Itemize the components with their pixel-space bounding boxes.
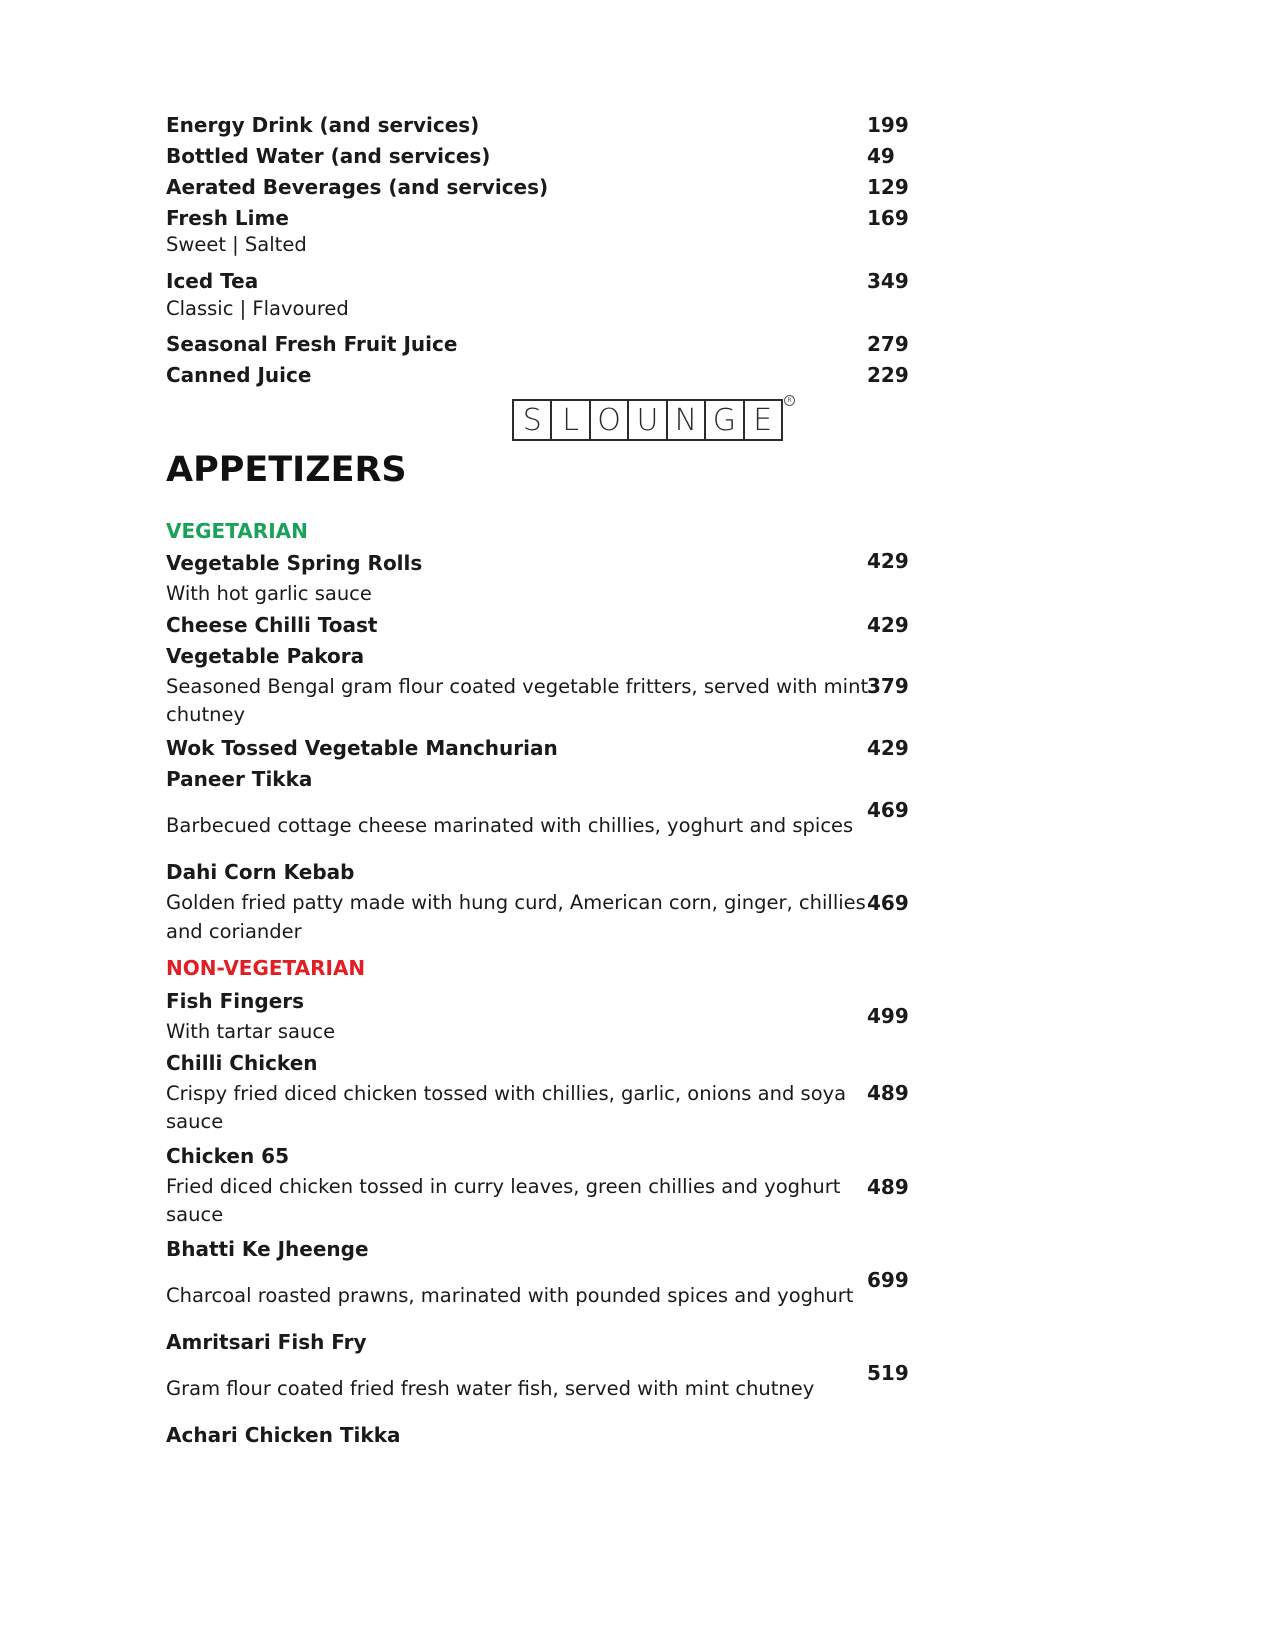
- menu-item-price: 469: [867, 891, 909, 915]
- menu-item-desc: Gram flour coated fried fresh water fish, served with mint chutney: [166, 1377, 815, 1400]
- menu-item-price: 429: [867, 613, 909, 637]
- menu-item-price: 429: [867, 736, 909, 760]
- logo-letter: S: [514, 401, 552, 439]
- menu-item-name: Chilli Chicken: [166, 1051, 318, 1075]
- menu-item-price: 199: [867, 113, 909, 137]
- menu-item-name: Paneer Tikka: [166, 767, 313, 791]
- menu-item-price: 469: [867, 798, 909, 822]
- category-non-vegetarian: NON-VEGETARIAN: [166, 956, 366, 980]
- logo-letter: L: [552, 401, 590, 439]
- menu-item-name: Bhatti Ke Jheenge: [166, 1237, 369, 1261]
- menu-item-name: Fish Fingers: [166, 989, 305, 1013]
- menu-item-price: 129: [867, 175, 909, 199]
- menu-item-price: 169: [867, 206, 909, 230]
- menu-item-desc: With tartar sauce: [166, 1020, 336, 1043]
- menu-item-name: Canned Juice: [166, 363, 312, 387]
- menu-item-name: Energy Drink (and services): [166, 113, 480, 137]
- menu-item-price: 489: [867, 1081, 909, 1105]
- menu-item-price: 49: [867, 144, 895, 168]
- registered-mark-icon: R: [784, 395, 795, 406]
- menu-item-name: Dahi Corn Kebab: [166, 860, 355, 884]
- menu-item-price: 699: [867, 1268, 909, 1292]
- logo-letter: U: [629, 401, 667, 439]
- menu-item-name: Seasonal Fresh Fruit Juice: [166, 332, 458, 356]
- menu-item-price: 349: [867, 269, 909, 293]
- menu-item-name: Fresh Lime: [166, 206, 289, 230]
- menu-item-price: 229: [867, 363, 909, 387]
- menu-item-name: Chicken 65: [166, 1144, 289, 1168]
- logo-letter: G: [706, 401, 744, 439]
- menu-item-price: 429: [867, 549, 909, 573]
- category-vegetarian: VEGETARIAN: [166, 519, 308, 543]
- menu-item-desc: Barbecued cottage cheese marinated with chillies, yoghurt and spices: [166, 814, 854, 837]
- menu-item-desc: Crispy fried diced chicken tossed with chillies, garlic, onions and soya: [166, 1082, 847, 1105]
- menu-item-desc: Charcoal roasted prawns, marinated with pounded spices and yoghurt: [166, 1284, 854, 1307]
- menu-item-desc: chutney: [166, 703, 245, 726]
- menu-item-name: Wok Tossed Vegetable Manchurian: [166, 736, 558, 760]
- menu-item-name: Vegetable Pakora: [166, 644, 365, 668]
- menu-item-name: Vegetable Spring Rolls: [166, 551, 423, 575]
- slounge-logo: [512, 399, 783, 441]
- menu-item-name: Achari Chicken Tikka: [166, 1423, 401, 1447]
- menu-item-name: Bottled Water (and services): [166, 144, 491, 168]
- menu-item-desc: With hot garlic sauce: [166, 582, 372, 605]
- section-title: APPETIZERS: [166, 450, 407, 490]
- menu-item-name: Iced Tea: [166, 269, 259, 293]
- menu-item-price: 489: [867, 1175, 909, 1199]
- menu-item-name: Amritsari Fish Fry: [166, 1330, 367, 1354]
- menu-item-desc: and coriander: [166, 920, 302, 943]
- menu-item-desc: Golden fried patty made with hung curd, American corn, ginger, chillies: [166, 891, 866, 914]
- menu-item-price: 379: [867, 674, 909, 698]
- menu-item-name: Cheese Chilli Toast: [166, 613, 378, 637]
- menu-item-name: Aerated Beverages (and services): [166, 175, 549, 199]
- logo-letter: N: [668, 401, 706, 439]
- menu-item-desc: Seasoned Bengal gram flour coated vegetable fritters, served with mint: [166, 675, 869, 698]
- menu-item-price: 519: [867, 1361, 909, 1385]
- logo-letter: O: [591, 401, 629, 439]
- menu-item-desc: sauce: [166, 1110, 224, 1133]
- menu-item-price: 499: [867, 1004, 909, 1028]
- menu-item-desc: Fried diced chicken tossed in curry leaves, green chillies and yoghurt: [166, 1175, 841, 1198]
- menu-item-desc: Sweet | Salted: [166, 233, 307, 256]
- menu-item-desc: sauce: [166, 1203, 224, 1226]
- menu-item-desc: Classic | Flavoured: [166, 297, 349, 320]
- logo-letter: E: [753, 402, 773, 438]
- menu-item-price: 279: [867, 332, 909, 356]
